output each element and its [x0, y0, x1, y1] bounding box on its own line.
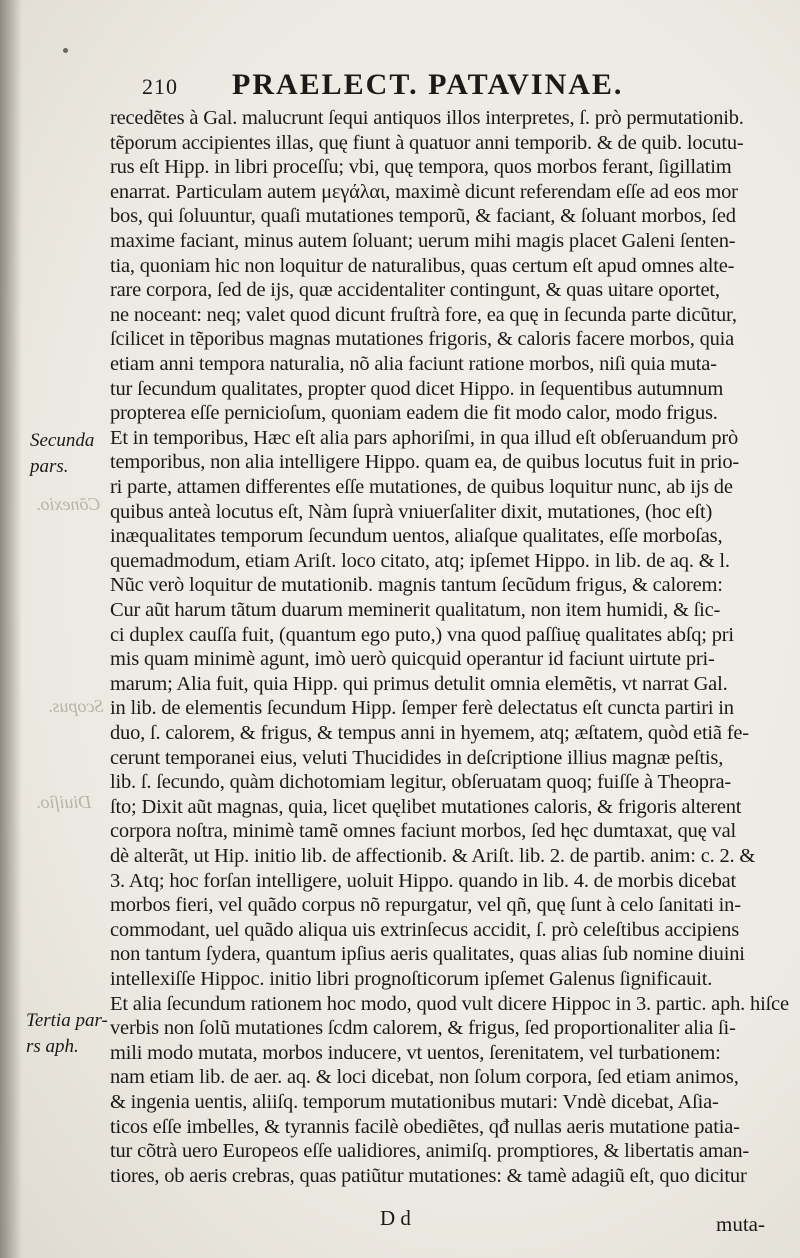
text-line: inæqualitates temporum ſecundum uentos, aliaſque qualitates, eſſe morboſas, [110, 525, 723, 548]
text-line: tur cõtrà uero Europeos eſſe ualidiores, animiſq. promptiores, & libertatis aman- [110, 1140, 750, 1163]
text-line: nam etiam lib. de aer. aq. & loci dicebat, non ſolum corpora, ſed etiam animos, [110, 1066, 739, 1089]
margin-note-line: rs aph. [26, 1036, 79, 1057]
text-line: temporibus, non alia intelligere Hippo. quam ea, de quibus locutus fuit in prio- [110, 451, 740, 474]
text-line: verbis non ſolũ mutationes ſcdm calorem, & frigus, ſed proportionaliter alia ſi- [110, 1017, 736, 1040]
bleed-through-text: Scopus. [48, 696, 104, 716]
bleed-through-text: Diuiſio. [36, 792, 92, 812]
running-head: PRAELECT. PATAVINAE. [232, 68, 624, 101]
margin-note-line: Secunda [30, 430, 95, 451]
margin-note-line: Tertia par- [26, 1010, 108, 1031]
text-line: tẽporum accipientes illas, quę fiunt à quatuor anni temporib. & de quib. locutu- [110, 131, 744, 154]
text-line: commodant, uel quãdo aliqua uis extrinſecus accidit, ſ. prò celeſtibus accipiens [110, 918, 739, 941]
text-line: ſto; Dixit aũt magnas, quia, licet quęlibet mutationes caloris, & frigoris alterent [110, 795, 742, 818]
text-line: mis quam minimè agunt, imò uerò quicquid operantur id faciunt uirtute pri- [110, 648, 715, 671]
text-line: propterea eſſe pernicioſum, quoniam eadem die fit modo calor, modo frigus. [110, 402, 718, 425]
catchword: muta- [716, 1212, 765, 1236]
text-line: Et in temporibus, Hæc eſt alia pars aphoriſmi, in qua illud eſt obſeruandum prò [110, 426, 739, 449]
text-line: Et alia ſecundum rationem hoc modo, quod vult dicere Hippoc in 3. partic. aph. hiſce [110, 992, 789, 1015]
text-line: maxime faciant, minus autem ſoluant; uerum mihi magis placet Galeni ſenten- [110, 230, 736, 252]
margin-note-tertia-pars [26, 1008, 121, 1060]
text-line: non tantum ſydera, quantum ipſius aeris qualitates, quas alias ſub nomine diuini [110, 943, 745, 966]
text-line: duo, ſ. calorem, & frigus, & tempus anni in hyemem, atq; æſtatem, quòd etiã fe- [110, 722, 749, 744]
text-line: ri parte, attamen differentes eſſe mutationes, de quibus loquitur nunc, ab ijs de [110, 476, 733, 498]
text-line: etiam anni tempora naturalia, nõ alia faciunt ratione morbos, niſi quia muta- [110, 353, 717, 375]
text-line: 3. Atq; hoc forſan intelligere, uoluit Hippo. quando in lib. 4. de morbis dicebat [110, 869, 737, 892]
signature-mark: D d [380, 1206, 411, 1230]
text-line: ticos eſſe imbelles, & tyrannis facilè obediẽtes, qđ nullas aeris mutatione patia- [110, 1115, 740, 1138]
page-header [142, 68, 782, 104]
text-line: morbos fieri, vel quãdo corpus nõ repurgatur, vel qñ, quę ſunt à celo ſanitati in- [110, 894, 741, 917]
text-line: dè alterãt, ut Hip. initio lib. de affectionib. & Ariſt. lib. 2. de partib. anim: c. 2. & [110, 845, 756, 867]
text-line: enarrat. Particulam autem μεγάλαι, maximè dicunt referendam eſſe ad eos mor [110, 180, 738, 203]
text-line: mili modo mutata, morbos inducere, vt uentos, ſerenitatem, vel turbationem: [110, 1041, 721, 1064]
text-line: & ingenia uentis, aliiſq. temporum mutationibus mutari: Vndè dicebat, Aſia- [110, 1091, 719, 1113]
text-line: ci duplex cauſſa fuit, (quantum ego puto,) vna quod paſſiuę qualitates abſq; pri [110, 623, 734, 646]
text-line: Cur aũt harum tãtum duarum meminerit qualitatum, non item humidi, & ſic- [110, 599, 721, 621]
text-line: ne noceant: neq; valet quod dicunt fruſtrà fore, ea quę in ſecunda parte dicũtur, [110, 303, 737, 326]
text-line: Nũc verò loquitur de mutationib. magnis tantum ſecũdum frigus, & calorem: [110, 574, 723, 597]
text-line: quemadmodum, etiam Ariſt. loco citato, atq; ipſemet Hippo. in lib. de aq. & l. [110, 549, 730, 572]
text-line: rus eſt Hipp. in libri proceſſu; vbi, quę tempora, quos morbos ferant, ſigillatim [110, 156, 732, 179]
gutter-shadow [0, 0, 22, 1258]
text-line: corpora noſtra, minimè tamẽ omnes faciunt morbos, ſed hęc dumtaxat, quę val [110, 820, 736, 843]
text-line: quibus anteà locutus eſt, Nàm ſuprà vniuerſaliter dixit, mutationes, (hoc eſt) [110, 500, 713, 523]
text-line: cerunt temporanei eius, veluti Thucidides in deſcriptione illius magnæ peſtis, [110, 746, 724, 769]
text-line: marum; Alia fuit, quia Hipp. qui primus detulit omnia elemẽtis, vt narrat Gal. [110, 672, 728, 695]
text-line: tia, quoniam hic non loquitur de naturalibus, quas certum eſt apud omnes alte- [110, 254, 735, 277]
bleed-through-text: Cõnexio. [36, 494, 101, 514]
text-line: tiores, ob aeris crebras, quas patiũtur mutationes: & tamè adagiũ eſt, quo dicitur [110, 1164, 747, 1187]
ink-speck [63, 48, 68, 53]
text-line: tur ſecundum qualitates, propter quod dicet Hippo. in ſequentibus autumnum [110, 377, 724, 400]
text-line: bos, qui ſoluuntur, quaſi mutationes temporũ, & faciant, & ſoluant morbos, ſed [110, 205, 736, 228]
text-line: ſcilicet in tẽporibus magnas mutationes frigoris, & caloris facere morbos, quia [110, 328, 735, 351]
text-line: in lib. de elementis ſecundum Hipp. ſemper ferè delectatus eſt cuncta partiri in [110, 697, 734, 720]
margin-note-line: pars. [30, 456, 69, 477]
text-line: recedẽtes à Gal. malucrunt ſequi antiquos illos interpretes, ſ. prò permutationib. [110, 107, 744, 129]
text-line: rare corpora, ſed de ijs, quæ accidentaliter contingunt, & quas uitare oportet, [110, 279, 720, 302]
page-number: 210 [142, 74, 178, 99]
text-line: intellexiſſe Hippoc. initio libri prognoſticorum ipſemet Galenus ſignificauit. [110, 968, 713, 990]
text-line: lib. ſ. ſecundo, quàm dichotomiam legitur, obſeruatam quoq; fuiſſe à Theopra- [110, 771, 732, 794]
